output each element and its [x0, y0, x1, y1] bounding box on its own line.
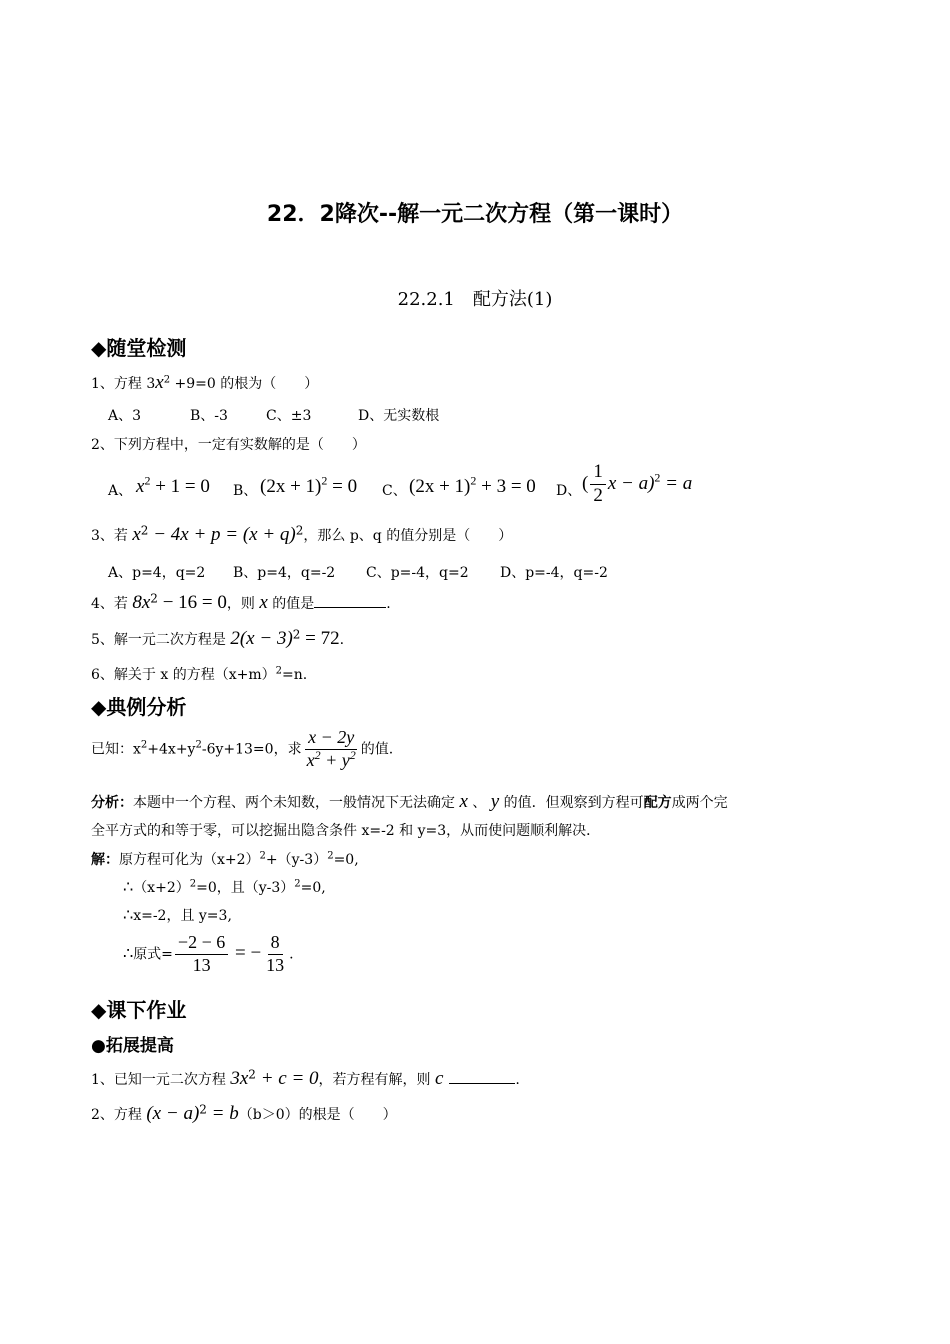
ex-den-a: x [306, 749, 315, 770]
ex-den-exp2: 2 [349, 747, 356, 762]
subsection-heading-extension: ●拓展提高 [91, 1036, 174, 1056]
hw1-eq-rest: + c = 0 [255, 1068, 319, 1089]
q3-exp2: 2 [295, 523, 304, 538]
q3-eq-mid: − 4x + p = (x + q) [148, 524, 296, 545]
q2c-rest: + 3 = 0 [476, 476, 536, 497]
analysis-line-1 [91, 791, 728, 813]
q4-end: . [386, 596, 391, 612]
ex-known-end: 的值. [360, 741, 394, 758]
sol1c: =0, [333, 852, 359, 868]
q4-prefix: 4、若 [91, 596, 133, 612]
solution-line-4 [123, 933, 294, 976]
q4-suffix: 的值是 [267, 596, 315, 612]
q2a-exp: 2 [144, 473, 151, 488]
sol2e: 2 [189, 878, 197, 890]
question-6 [91, 664, 307, 684]
hw1-end: . [515, 1072, 520, 1088]
homework-1 [91, 1068, 520, 1090]
hw1-exp: 2 [248, 1067, 256, 1082]
hw2-eq: (x − a) [146, 1103, 200, 1124]
solution-line-2 [123, 877, 326, 897]
question-2: 2、下列方程中，一定有实数解的是（ ） [91, 437, 366, 453]
therefore-symbol: ∴ [123, 905, 134, 924]
section-heading-practice: ◆随堂检测 [91, 336, 187, 360]
hw1-answer-blank[interactable] [449, 1069, 515, 1084]
q3-eq-left: x [132, 524, 141, 545]
q2c-exp: 2 [470, 473, 477, 488]
q2-options [0, 462, 950, 512]
q3-exp: 2 [140, 523, 149, 538]
q2-label-c: C、 [382, 483, 407, 499]
q2-label-b: B、 [233, 483, 258, 499]
q2d-exp: 2 [654, 470, 661, 485]
analysis-x: x [459, 791, 468, 812]
hw1-eq: 3x [230, 1068, 249, 1089]
q6-exp: 2 [275, 665, 282, 677]
sol4-fraction-1 [175, 933, 228, 976]
q2d-rest: = a [660, 472, 693, 494]
sol2e2: 2 [294, 878, 301, 890]
analysis-1b: 的值．但观察到方程可 [499, 795, 644, 811]
sol2b: =0，且（y-3） [196, 880, 295, 896]
analysis-1a: 本题中一个方程、两个未知数，一般情况下无法确定 [133, 795, 460, 811]
q3-option-d: D、p=-4，q=-2 [500, 565, 608, 581]
sol4-den: 13 [192, 954, 211, 975]
q2d-open: ( [582, 472, 589, 494]
q1-option-c: C、±3 [266, 408, 312, 424]
q5-exp: 2 [292, 627, 301, 642]
q4-eq: 8x [132, 592, 151, 613]
q2-option-d [582, 462, 692, 507]
q4-eq-rest: − 16 = 0 [157, 592, 227, 613]
q2a-var: x [136, 476, 145, 497]
q2-label-a: A、 [108, 483, 133, 499]
q2c-lhs: (2x + 1) [409, 476, 471, 497]
question-1 [91, 372, 318, 394]
sol3: x=-2，且 y=3, [133, 908, 232, 924]
sol4-num2: 8 [268, 933, 283, 955]
analysis-line-2: 全平方式的和等于零，可以挖掘出隐含条件 x=-2 和 y=3，从而使问题顺利解决． [91, 823, 601, 839]
section-heading-example: ◆典例分析 [91, 695, 187, 719]
sol1b: +（y-3） [265, 852, 328, 868]
q1-option-a: A、3 [108, 408, 142, 424]
ex-known-mid: +4x+y [147, 741, 196, 758]
analysis-label: 分析： [91, 795, 133, 811]
example-known [91, 728, 393, 771]
sol4-end: . [289, 946, 294, 963]
q2d-den: 2 [593, 484, 603, 506]
q2-option-a [136, 473, 210, 498]
solution-line-3 [123, 905, 232, 925]
q2a-rest: + 1 = 0 [150, 476, 210, 497]
q6-suffix: =n. [281, 667, 308, 683]
q1-option-d: D、无实数根 [358, 408, 440, 424]
q1-prefix: 1、方程 3 [91, 376, 156, 392]
q2b-rest: = 0 [327, 476, 358, 497]
page-title: 22．2降次--解一元二次方程（第一课时） [266, 202, 684, 227]
hw2-eq-rest: = b [206, 1103, 239, 1124]
q3-option-c: C、p=-4，q=2 [366, 565, 469, 581]
hw1-prefix: 1、已知一元二次方程 [91, 1072, 231, 1088]
q6-prefix: 6、解关于 x 的方程（x+m） [91, 667, 276, 683]
hw1-mid: ，若方程有解，则 [318, 1072, 435, 1088]
question-3 [91, 524, 512, 546]
ex-frac-num: x − 2y [305, 728, 357, 750]
question-4 [91, 592, 391, 614]
sol1e: 2 [259, 850, 266, 862]
analysis-y: y [490, 791, 500, 812]
analysis-bold: 配方 [643, 795, 672, 811]
page-subtitle: 22.2.1 配方法(1) [397, 289, 553, 310]
sol2c: =0, [300, 880, 326, 896]
q2b-exp: 2 [321, 473, 328, 488]
q2-option-b [260, 473, 358, 498]
ex-fraction [304, 728, 359, 771]
therefore-symbol: ∴ [123, 943, 134, 963]
q4-mid: ，则 [226, 596, 260, 612]
ex-den-b: + y [320, 749, 350, 770]
ex-frac-den [304, 747, 359, 771]
q1-suffix: +9=0 的根为（ ） [170, 376, 319, 392]
sol4-label: 原式= [133, 946, 173, 963]
q1-exp: 2 [163, 374, 171, 386]
q2d-num: 1 [590, 462, 606, 485]
sol4-fraction-2 [263, 933, 287, 976]
solution-line-1 [91, 849, 359, 869]
q4-exp: 2 [150, 591, 158, 606]
q2-option-c [409, 473, 536, 498]
ex-known-prefix: 已知：x [91, 741, 141, 758]
hw2-exp: 2 [199, 1102, 207, 1117]
sol4-eq: = − [230, 942, 262, 964]
q3-option-a: A、p=4，q=2 [108, 565, 206, 581]
q2b-lhs: (2x + 1) [260, 476, 322, 497]
sol1e2: 2 [327, 850, 334, 862]
q5-eq: 2(x − 3) [230, 628, 293, 649]
hw2-prefix: 2、方程 [91, 1107, 147, 1123]
ex-den-exp1: 2 [314, 747, 321, 762]
q5-end: . [339, 632, 345, 648]
q2d-fraction [590, 462, 606, 507]
analysis-1c: 成两个完 [671, 795, 728, 811]
q3-suffix: ，那么 p、q 的值分别是（ ） [303, 528, 513, 544]
q3-option-b: B、p=4，q=-2 [233, 565, 336, 581]
q4-answer-blank[interactable] [314, 593, 386, 608]
sol4-num: −2 − 6 [175, 933, 228, 955]
solution-label: 解： [91, 852, 119, 868]
q4-var: x [259, 592, 268, 613]
ex-known-rest: -6y+13=0，求 [201, 741, 302, 758]
hw2-suffix: （b＞0）的根是（ ） [238, 1107, 397, 1123]
q5-prefix: 5、解一元二次方程是 [91, 632, 231, 648]
q3-prefix: 3、若 [91, 528, 133, 544]
sol1a: 原方程可化为（x+2） [119, 852, 260, 868]
therefore-symbol: ∴ [123, 877, 134, 896]
question-5 [91, 628, 344, 650]
q2d-mid: x − a) [607, 472, 655, 494]
ex-e1: 2 [140, 739, 148, 751]
q1-option-b: B、-3 [190, 408, 228, 424]
q2-label-d: D、 [556, 483, 582, 499]
section-heading-homework: ◆课下作业 [91, 998, 187, 1022]
q1-var: x [155, 372, 164, 393]
q5-eq-rest: = 72 [300, 628, 340, 649]
sol4-den2: 13 [266, 954, 285, 975]
ex-e2: 2 [195, 739, 202, 751]
hw1-var: c [434, 1068, 444, 1089]
sol2a: （x+2） [133, 880, 190, 896]
homework-2 [91, 1103, 397, 1125]
analysis-sep: 、 [467, 795, 491, 811]
